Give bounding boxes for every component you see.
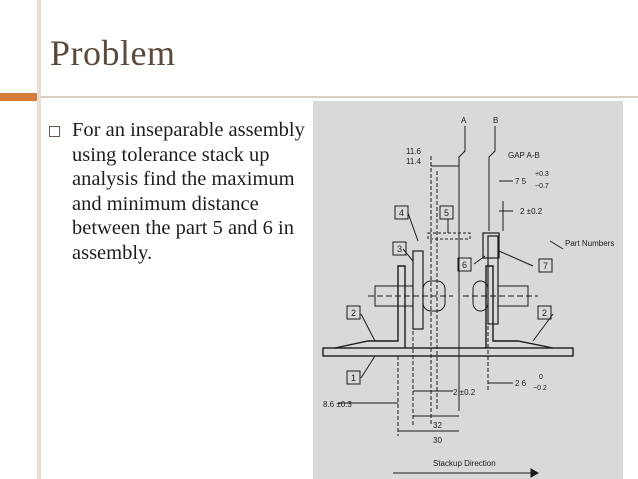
title-accent-bar — [0, 93, 37, 101]
bullet-square-icon — [49, 126, 60, 137]
dim-11-4: 11.4 — [406, 157, 421, 166]
tol-plus-0-3: +0.3 — [535, 171, 549, 178]
dim-30: 30 — [433, 436, 442, 445]
tag-6: 6 — [461, 260, 468, 270]
tag-4: 4 — [398, 208, 405, 218]
tag-2-left: 2 — [350, 308, 357, 318]
tag-2-right: 2 — [541, 308, 548, 318]
assembly-drawing — [313, 101, 623, 479]
tag-5: 5 — [443, 208, 450, 218]
tag-3: 3 — [396, 244, 403, 254]
base-plate — [323, 348, 573, 356]
tol-zero: 0 — [539, 374, 543, 381]
dim-7-5: 7 5 — [515, 177, 527, 186]
left-bracket — [335, 266, 405, 348]
tag-1: 1 — [350, 373, 357, 383]
label-b: B — [493, 116, 499, 125]
slide-title: Problem — [50, 33, 176, 73]
left-rail — [37, 0, 41, 479]
part6-block — [483, 233, 499, 258]
line-b — [489, 126, 495, 231]
gap-label: GAP A-B — [508, 151, 540, 160]
problem-statement: For an inseparable assembly using tolerance stack up analysis find the maximum and minimum distance between the part 5 and 6 in assembly. — [72, 119, 305, 264]
dim-8-6: 8.6 ±0.3 — [323, 400, 352, 409]
part-numbers-label: Part Numbers — [565, 239, 615, 248]
right-bracket — [486, 266, 553, 348]
dim-2-pm-0-2-bottom: 2 ±0.2 — [453, 388, 476, 397]
left-plate-part3 — [413, 251, 423, 329]
title-divider — [41, 96, 638, 98]
label-a: A — [461, 116, 467, 125]
part5-pin — [428, 233, 470, 239]
dim-11-6: 11.6 — [406, 147, 421, 156]
tol-minus-0-2: −0 2 — [533, 385, 547, 392]
stackup-direction-label: Stackup Direction — [433, 459, 496, 468]
dim-32: 32 — [433, 421, 442, 430]
tag-7: 7 — [542, 261, 549, 271]
dim-2-6: 2 6 — [515, 379, 527, 388]
tol-minus-0-7: −0.7 — [535, 183, 549, 190]
stackup-arrow-head — [531, 469, 538, 477]
dim-2-pm-0-2-top: 2 ±0.2 — [520, 207, 543, 216]
